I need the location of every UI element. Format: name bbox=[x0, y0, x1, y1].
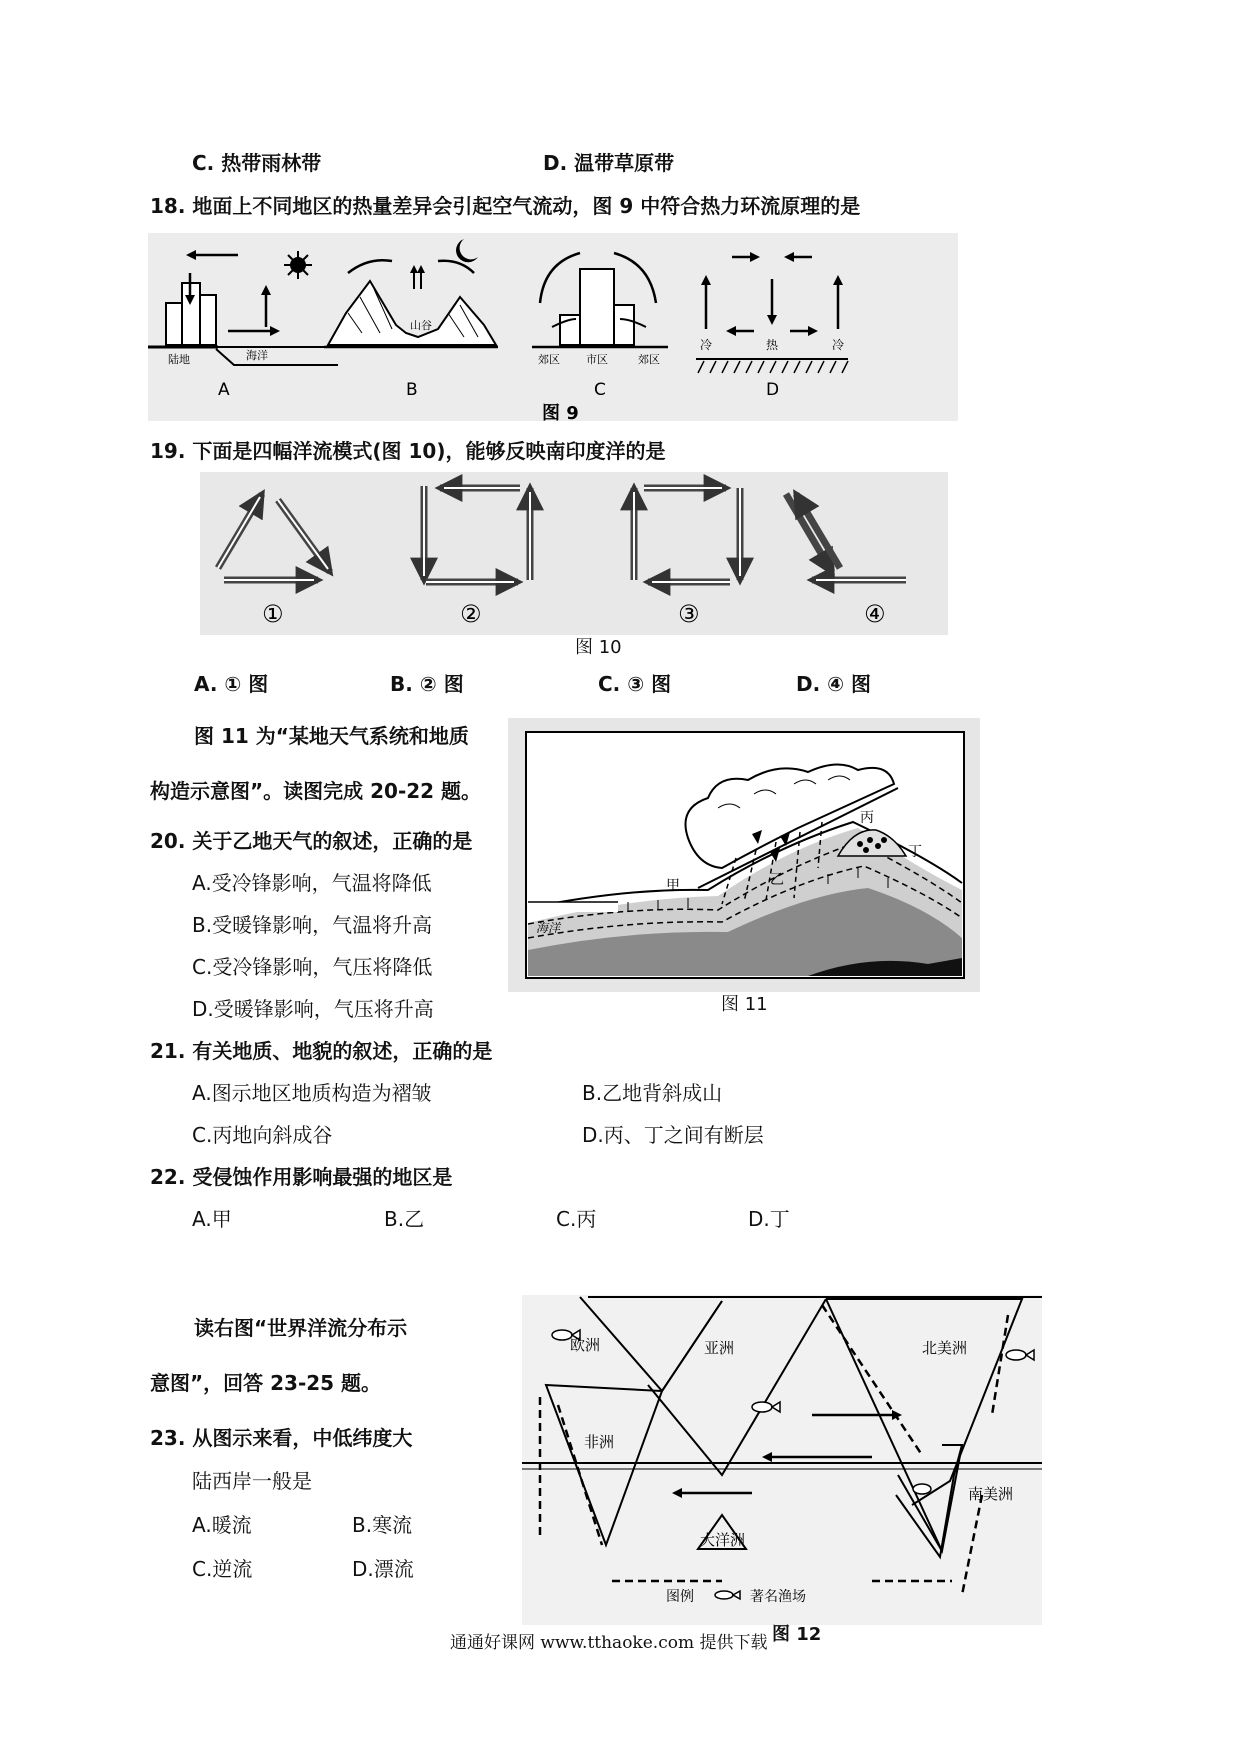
q20-option-c: C.受冷锋影响，气压将降低 bbox=[192, 955, 433, 979]
fig9-b-valley-label: 山谷 bbox=[410, 319, 432, 332]
q18-stem: 18. 地面上不同地区的热量差异会引起空气流动，图 9 中符合热力环流原理的是 bbox=[150, 194, 861, 218]
q22-option-d: D.丁 bbox=[748, 1207, 790, 1231]
q23-option-c: C.逆流 bbox=[192, 1557, 253, 1581]
fig9-a-sea-label: 海洋 bbox=[246, 349, 268, 362]
fig9-c-city: 市区 bbox=[586, 353, 608, 366]
q19-option-a: A. ① 图 bbox=[194, 672, 269, 696]
q20-option-b: B.受暖锋影响，气温将升高 bbox=[192, 913, 433, 937]
q17-option-d: D. 温带草原带 bbox=[543, 151, 675, 175]
q21-option-b: B.乙地背斜成山 bbox=[582, 1081, 723, 1105]
fig12-legend-fishery: 著名渔场 bbox=[750, 1589, 806, 1605]
fig11-label-bing: 丙 bbox=[860, 810, 874, 826]
q22-option-b: B.乙 bbox=[384, 1207, 425, 1231]
fig9-d-cold-left: 冷 bbox=[700, 338, 713, 352]
fig12-caption: 图 12 bbox=[772, 1624, 822, 1645]
intro-23-25-line1: 读右图“世界洋流分布示 bbox=[194, 1316, 408, 1340]
figure-12 bbox=[522, 1295, 1042, 1625]
fig9-panel-label-a: A bbox=[218, 380, 230, 400]
fig12-legend-label: 图例 bbox=[666, 1589, 694, 1605]
fig10-panel-3: ③ bbox=[678, 600, 700, 628]
fig9-d-hot: 热 bbox=[766, 338, 779, 352]
q17-option-c: C. 热带雨林带 bbox=[192, 151, 322, 175]
fig10-panel-2: ② bbox=[460, 600, 482, 628]
q23-option-d: D.漂流 bbox=[352, 1557, 414, 1581]
fig9-a-land-label: 陆地 bbox=[168, 353, 190, 366]
q20-option-d: D.受暖锋影响，气压将升高 bbox=[192, 997, 434, 1021]
intro-20-22-line2: 构造示意图”。读图完成 20-22 题。 bbox=[150, 779, 482, 803]
q19-option-d: D. ④ 图 bbox=[796, 672, 872, 696]
intro-20-22-line1: 图 11 为“某地天气系统和地质 bbox=[194, 724, 469, 748]
figure-11 bbox=[508, 718, 980, 992]
q21-stem: 21. 有关地质、地貌的叙述，正确的是 bbox=[150, 1039, 493, 1063]
fig10-caption: 图 10 bbox=[575, 637, 622, 658]
q20-option-a: A.受冷锋影响，气温将降低 bbox=[192, 871, 432, 895]
q19-option-b: B. ② 图 bbox=[390, 672, 464, 696]
q22-stem: 22. 受侵蚀作用影响最强的地区是 bbox=[150, 1165, 453, 1189]
fig12-continent-asia: 亚洲 bbox=[704, 1339, 735, 1357]
page-footer: 通通好课网 www.tthaoke.com 提供下载 bbox=[450, 1633, 768, 1653]
q22-option-a: A.甲 bbox=[192, 1207, 232, 1231]
q23-stem-line1: 23. 从图示来看，中低纬度大 bbox=[150, 1426, 413, 1450]
fig11-label-yi: 乙 bbox=[770, 872, 784, 888]
q21-option-a: A.图示地区地质构造为褶皱 bbox=[192, 1081, 432, 1105]
fig11-label-ding: 丁 bbox=[908, 844, 922, 860]
fig9-c-suburb-right: 郊区 bbox=[638, 353, 660, 366]
fig11-caption: 图 11 bbox=[721, 994, 768, 1015]
fig9-caption: 图 9 bbox=[542, 403, 579, 421]
fig12-continent-europe: 欧洲 bbox=[570, 1336, 601, 1354]
q20-stem: 20. 关于乙地天气的叙述，正确的是 bbox=[150, 829, 473, 853]
q23-stem-line2: 陆西岸一般是 bbox=[192, 1469, 312, 1493]
fig12-continent-north-america: 北美洲 bbox=[922, 1339, 968, 1357]
q21-option-d: D.丙、丁之间有断层 bbox=[582, 1123, 764, 1147]
figure-10 bbox=[200, 472, 948, 635]
fig10-panel-1: ① bbox=[262, 600, 284, 628]
q21-option-c: C.丙地向斜成谷 bbox=[192, 1123, 333, 1147]
fig9-panel-label-b: B bbox=[406, 380, 418, 400]
fig9-panel-label-d: D bbox=[766, 380, 780, 400]
fig12-continent-oceania: 大洋洲 bbox=[700, 1531, 746, 1549]
fig12-continent-africa: 非洲 bbox=[584, 1433, 615, 1451]
q23-option-a: A.暖流 bbox=[192, 1513, 252, 1537]
fig12-continent-south-america: 南美洲 bbox=[968, 1485, 1014, 1503]
fig11-ocean-label: 海洋 bbox=[536, 921, 561, 935]
intro-23-25-line2: 意图”，回答 23-25 题。 bbox=[150, 1371, 382, 1395]
fig11-label-jia: 甲 bbox=[666, 878, 680, 894]
figure-9 bbox=[148, 233, 958, 421]
q19-option-c: C. ③ 图 bbox=[598, 672, 672, 696]
q22-option-c: C.丙 bbox=[556, 1207, 597, 1231]
fig9-c-suburb-left: 郊区 bbox=[538, 353, 560, 366]
fig10-panel-4: ④ bbox=[864, 600, 886, 628]
q19-stem: 19. 下面是四幅洋流模式(图 10)，能够反映南印度洋的是 bbox=[150, 439, 666, 463]
fig9-d-cold-right: 冷 bbox=[832, 338, 845, 352]
fig9-panel-label-c: C bbox=[594, 380, 606, 400]
q23-option-b: B.寒流 bbox=[352, 1513, 413, 1537]
